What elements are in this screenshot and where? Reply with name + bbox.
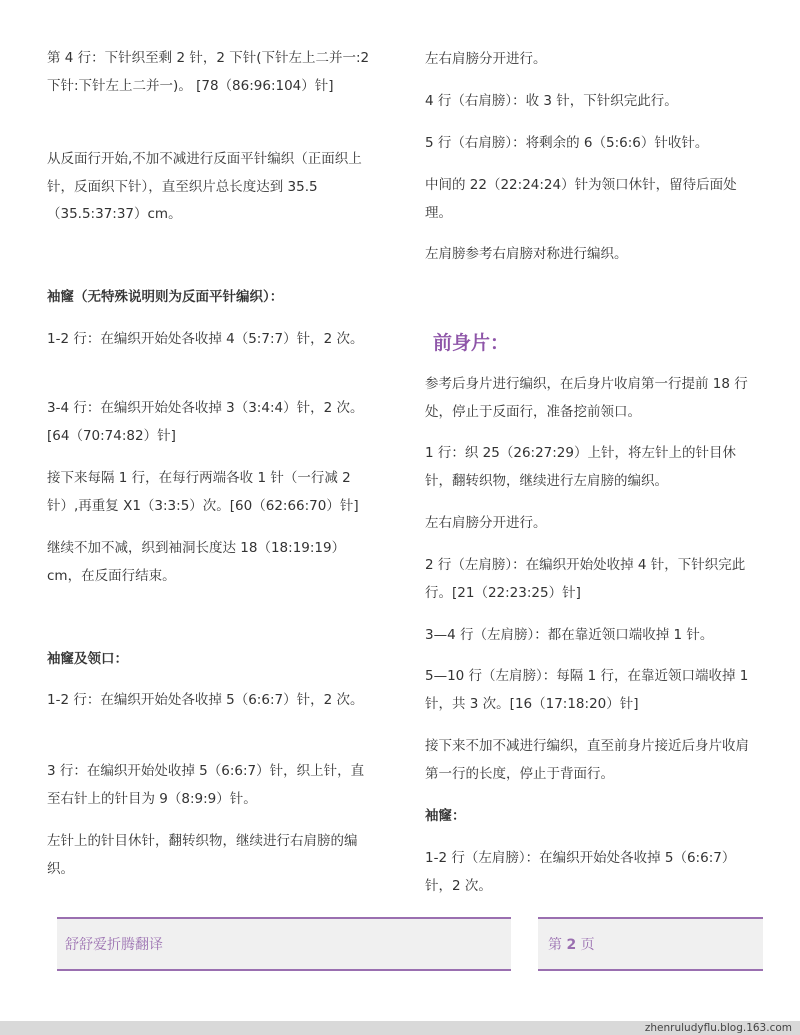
paragraph-shoulders-separate: 左右肩膀分开进行。 — [425, 51, 547, 67]
heading-armhole-neckline: 袖窿及领口： — [47, 651, 128, 667]
watermark-bar — [0, 1021, 800, 1035]
paragraph-front-continue: 接下来不加不减进行编织，直至前身片接近后身片收肩第一行的长度，停止于背面行。 — [425, 738, 749, 782]
paragraph-armhole-decrease: 接下来每隔 1 行，在每行两端各收 1 针（一行减 2 针）,再重复 X1（3:3:5）次。[60（62:66:70）针] — [47, 470, 359, 514]
paragraph-front-shoulders-separate: 左右肩膀分开进行。 — [425, 515, 547, 531]
paragraph-neck-row-3: 3 行：在编织开始处收掉 5（6:6:7）针，织上针，直至右针上的针目为 9（8:9:9）针。 — [47, 763, 365, 807]
page-number-label — [548, 934, 595, 954]
paragraph-right-shoulder-row4: 4 行（右肩膀）：收 3 针，下针织完此行。 — [425, 93, 678, 109]
paragraph-reverse-stockinette: 从反面行开始,不加不减进行反面平针编织（正面织上针，反面织下针），直至织片总长度达到 35.5（35.5:37:37）cm。 — [47, 151, 362, 222]
paragraph-right-shoulder: 左针上的针目休针，翻转织物，继续进行右肩膀的编织。 — [47, 833, 358, 877]
paragraph-front-rows-3-4: 3—4 行（左肩膀）：都在靠近领口端收掉 1 针。 — [425, 627, 714, 643]
heading-front-armhole: 袖窿： — [425, 808, 466, 824]
paragraph-left-shoulder-mirror: 左肩膀参考右肩膀对称进行编织。 — [425, 246, 628, 262]
paragraph-front-armhole-rows-1-2: 1-2 行（左肩膀）：在编织开始处各收掉 5（6:6:7）针，2 次。 — [425, 850, 736, 894]
page-suffix: 页 — [580, 937, 595, 953]
watermark-text: zhenruludyflu.blog.163.com — [644, 1022, 792, 1034]
paragraph-front-rows-5-10: 5—10 行（左肩膀）：每隔 1 行，在靠近领口端收掉 1 针，共 3 次。[16（17:18:20）针] — [425, 668, 749, 712]
section-title-front: 前身片： — [433, 332, 510, 354]
footer-credit-box — [57, 917, 511, 971]
paragraph-right-shoulder-row5: 5 行（右肩膀）：将剩余的 6（5:6:6）针收针。 — [425, 135, 709, 151]
paragraph-front-intro: 参考后身片进行编织，在后身片收肩第一行提前 18 行处，停止于反面行，准备挖前领口。 — [425, 376, 748, 420]
paragraph-front-row1: 1 行：织 25（26:27:29）上针，将左针上的针目休针，翻转织物，继续进行左肩膀的编织。 — [425, 445, 736, 489]
paragraph-neck-rows-1-2: 1-2 行：在编织开始处各收掉 5（6:6:7）针，2 次。 — [47, 692, 364, 708]
page-number: 2 — [566, 937, 577, 953]
paragraph-front-row2: 2 行（左肩膀）：在编织开始处收掉 4 针，下针织完此行。[21（22:23:25）针] — [425, 557, 746, 601]
page-prefix: 第 — [548, 937, 562, 953]
paragraph-neck-hold: 中间的 22（22:24:24）针为领口休针，留待后面处理。 — [425, 177, 737, 221]
footer-page-box — [538, 917, 763, 971]
paragraph-armhole-length: 继续不加不减，织到袖洞长度达 18（18:19:19）cm，在反面行结束。 — [47, 540, 346, 584]
footer-credit: 舒舒爱折腾翻译 — [65, 937, 163, 953]
paragraph-armhole-rows-1-2: 1-2 行：在编织开始处各收掉 4（5:7:7）针，2 次。 — [47, 331, 364, 347]
heading-armhole: 袖窿（无特殊说明则为反面平针编织）： — [47, 289, 284, 305]
paragraph-armhole-rows-3-4: 3-4 行：在编织开始处各收掉 3（3:4:4）针，2 次。[64（70:74:82）针] — [47, 400, 364, 444]
paragraph-row4: 第 4 行：下针织至剩 2 针，2 下针(下针左上二并一:2 下针:下针左上二并一)。 [78（86:96:104）针] — [47, 50, 370, 94]
